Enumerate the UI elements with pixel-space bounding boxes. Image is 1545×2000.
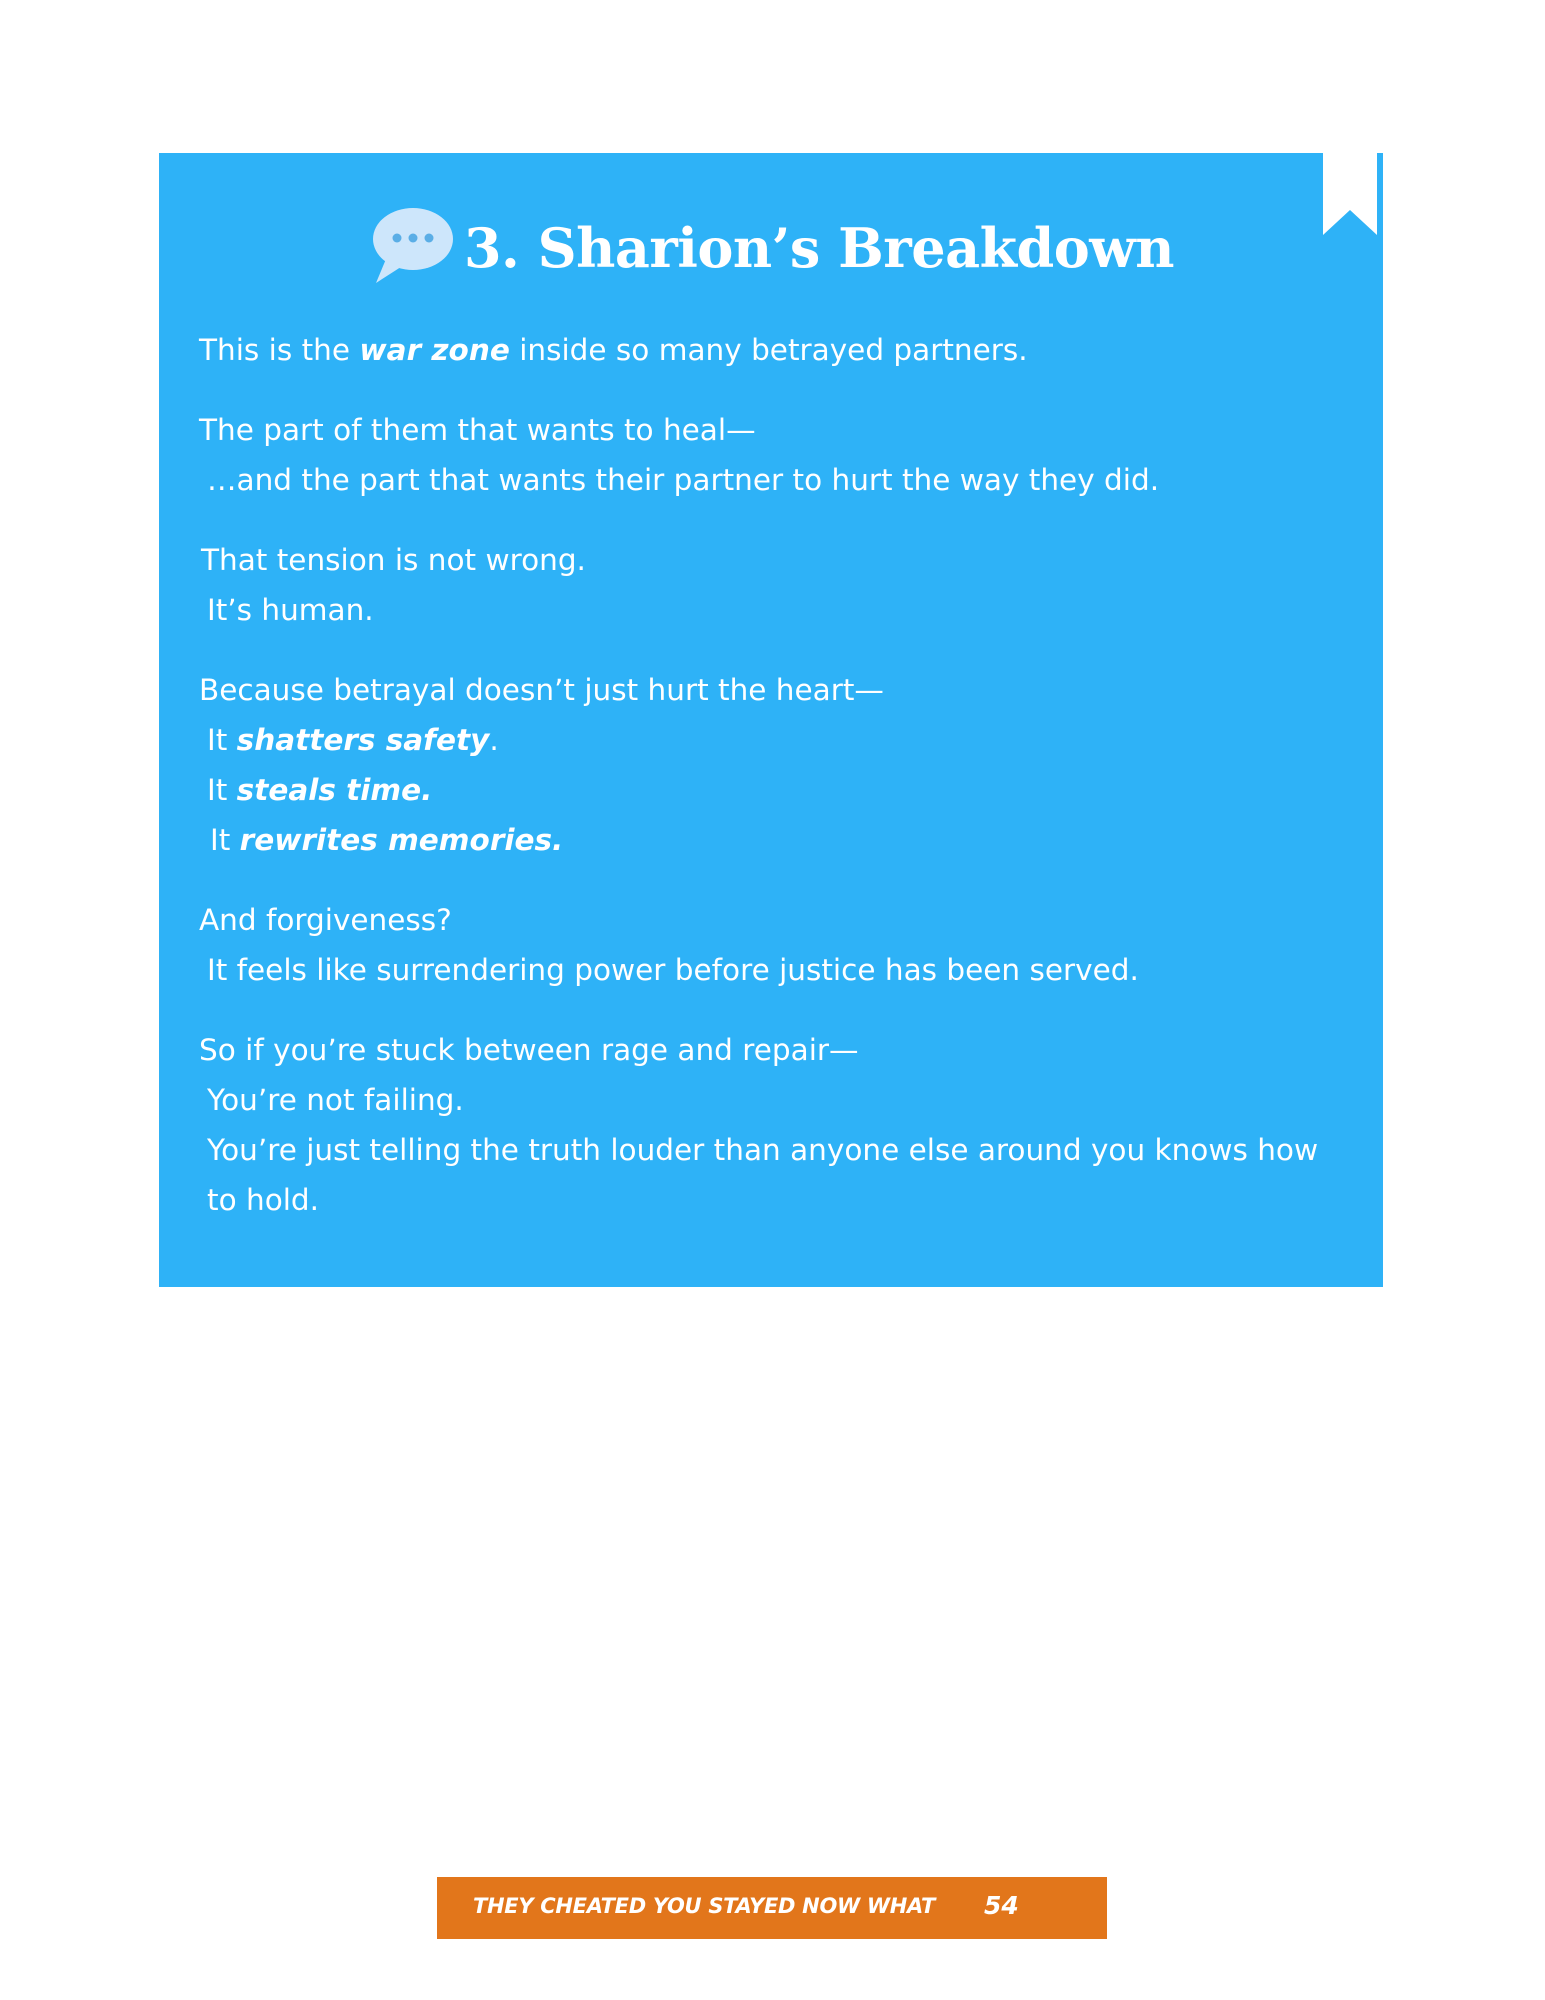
page-footer <box>437 1877 1107 1939</box>
text-line: And forgiveness? <box>199 903 452 937</box>
paragraph <box>199 535 1347 635</box>
text-line: This is the war zone inside so many betrayed partners. <box>199 333 1028 367</box>
text-line: It shatters safety. <box>207 723 499 757</box>
section-header <box>159 203 1383 293</box>
emphasis: rewrites memories. <box>239 823 564 857</box>
emphasis: steals time. <box>236 773 433 807</box>
text-line: …and the part that wants their partner to hurt the way they did. <box>207 463 1160 497</box>
emphasis: war zone <box>359 333 510 367</box>
speech-bubble-icon <box>368 205 454 285</box>
paragraph <box>199 665 1347 865</box>
paragraph <box>199 325 1347 375</box>
text-line: The part of them that wants to heal— <box>199 413 756 447</box>
text-line: It rewrites memories. <box>210 823 564 857</box>
text-line: It’s human. <box>207 593 374 627</box>
paragraph <box>199 1025 1347 1225</box>
text-line: You’re just telling the truth louder than anyone else around you knows how to hold. <box>207 1133 1319 1217</box>
footer-book-title: THEY CHEATED YOU STAYED NOW WHAT <box>473 1894 935 1918</box>
text-line: It steals time. <box>207 773 433 807</box>
paragraph <box>199 405 1347 505</box>
text-line: It feels like surrendering power before justice has been served. <box>207 953 1139 987</box>
page-number: 54 <box>984 1891 1019 1920</box>
text-line: So if you’re stuck between rage and repair— <box>199 1033 859 1067</box>
body-text <box>199 325 1347 1255</box>
section-title: 3. Sharion’s Breakdown <box>463 216 1175 280</box>
text-line: You’re not failing. <box>207 1083 464 1117</box>
content-panel <box>159 153 1383 1287</box>
text-line: That tension is not wrong. <box>201 543 586 577</box>
paragraph <box>199 895 1347 995</box>
emphasis: shatters safety <box>236 723 490 757</box>
text-line: Because betrayal doesn’t just hurt the heart— <box>199 673 884 707</box>
